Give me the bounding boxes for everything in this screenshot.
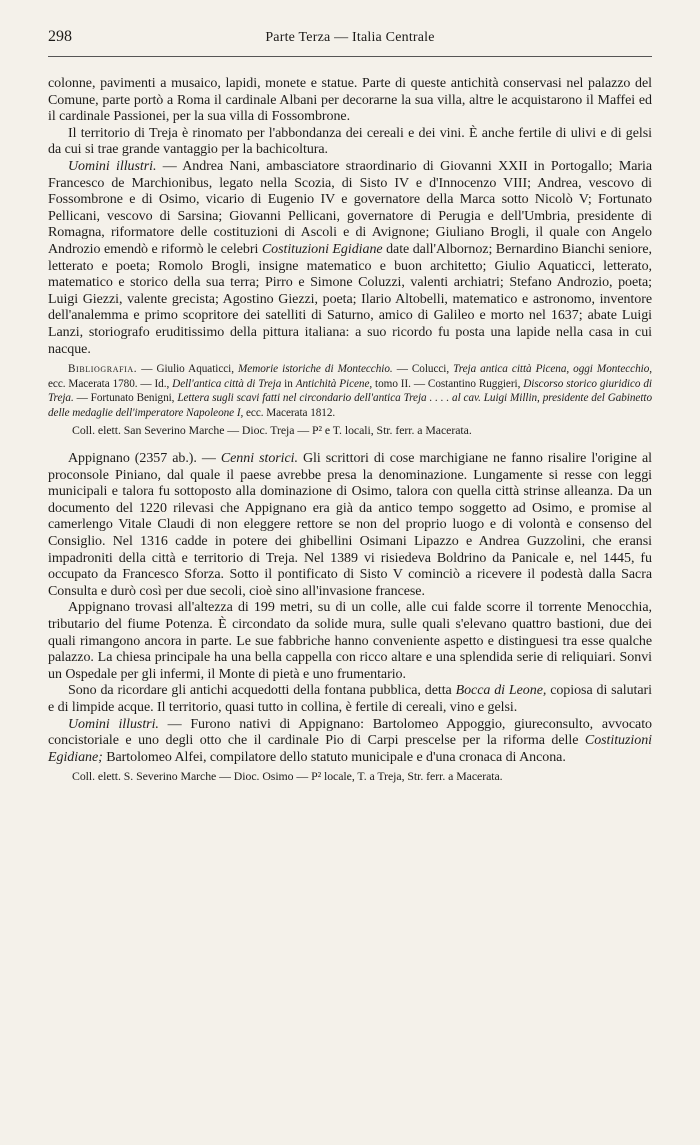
collegio-note-appignano: Coll. elett. S. Severino Marche — Dioc. Osimo — P² locale, T. a Treja, Str. ferr. a Macerata. [72,769,503,784]
paragraph-aqueducts: Sono da ricordare gli antichi acquedotti della fontana pubblica, detta Bocca di Leone, copiosa di salutari e di limpide acque. Il territorio, quasi tutto in collina, è fertile di cereali, vino e gelsi. [48,683,652,715]
paragraph-appignano-location: Appignano trovasi all'altezza di 199 metri, su di un colle, alle cui falde scorre il torrente Menocchia, tributario del fiume Potenza. È circondato da solide mura, sulle quali s'elevano quattro bastioni, due dei quali rimangono ancora in parte. Le sue fabbriche hanno conveniente aspetto e distinguesi tra esse qualche palazzo. La chiesa principale ha una bella cappella con ricco altare e una splendida serie di reliquiari. Sonvi un Ospedale per gli infermi, il Monte di pietà e uno frumentario. [48,600,652,682]
running-title: Parte Terza — Italia Centrale [265,30,435,45]
paragraph-antiquities: colonne, pavimenti a musaico, lapidi, monete e statue. Parte di queste antichità conservasi nel palazzo del Comune, parte portò a Roma il cardinale Albani per decorarne la sua villa, altre le acquistarono il Maffei ed il cardinale Passionei, per la sua villa di Fossombrone. [48,76,652,125]
paragraph-illustrious-treja: Uomini illustri. — Andrea Nani, ambasciatore straordinario di Giovanni XXII in Portogallo; Maria Francesco de Marchionibus, legato nella Scozia, di Sisto IV e d'Innocenzo VIII; Andrea, vescovo di Fossombrone e di Osimo, vicario di Eugenio IV e governatore della Marca sotto Nicolò V; Fortunato Pellicani, vescovo di Sarsina; Giovanni Pellicani, governatore di Perugia e dell'Umbria, presidente di Romagna, riformatore delle costituzioni di Ascoli e di Avignone; Giuliano Brogli, il quale con Angelo Androzio emendò e riformò le celebri Costituzioni Egidiane date dall'Albornoz; Bernardino Bianchi seniore, letterato e poeta; Romolo Brogli, insigne matematico e buon architetto; Giulio Aquaticci, letterato, matematico e storico della sua terra; Pirro e Simone Coluzzi, valenti archiatri; Stefano Androzio, poeta; Luigi Giezzi, valente grecista; Agostino Giezzi, poeta; Ilario Altobelli, matematico e astronomo, inventore dell'analemma e primo scopritore dei satelliti di Saturno, amico di Galileo e morto nel 1637; abate Luigi Lanzi, storiografo eruditissimo della pittura italiana: a suo ricordo fu posta una lapide nella casa in cui nacque. [48,158,653,357]
section-heading: Uomini illustri. [68,158,157,174]
collegio-note-treja: Coll. elett. San Severino Marche — Dioc. Treja — P² e T. locali, Str. ferr. a Macerata. [72,423,472,438]
paragraph-illustrious-appignano: Uomini illustri. — Furono nativi di Appignano: Bartolomeo Appoggio, giureconsulto, avvocato concistoriale e uno degli otto che il cardinale Pio di Carpi prescelse per la riforma delle Costituzioni Egidiane; Bartolomeo Alfei, compilatore dello statuto municipale e d'una cronaca di Ancona. [48,716,652,765]
entry-name: Appignano [68,451,130,467]
page-header [48,28,652,50]
paragraph-territory: Il territorio di Treja è rinomato per l'abbondanza dei cereali e dei vini. È anche fertile di ulivi e di gelsi da cui si trae grande vantaggio per la bachicoltura. [48,125,652,158]
page-number: 298 [48,28,72,45]
section-heading: Uomini illustri. [68,716,159,732]
page-body [48,76,652,783]
bibliography: Bibliografia. — Giulio Aquaticci, Memorie istoriche di Montecchio. — Colucci, Treja antica città Picena, oggi Montecchio, ecc. Macerata 1780. — Id., Dell'antica città di Treja in Antichità Picene, tomo II. — Costantino Ruggieri, Discorso storico giuridico di Treja. — Fortunato Benigni, Lettera sugli scavi fatti nel circondario dell'antica Treja . . . . al cav. Luigi Millin, presidente del Gabinetto delle medaglie dell'imperatore Napoleone I, ecc. Macerata 1812. [48,363,652,419]
header-rule [48,56,652,57]
paragraph-appignano-history: Appignano (2357 ab.). — Cenni storici. Gli scrittori di cose marchigiane ne fanno risalire l'origine al proconsole Piniano, dal quale il paese avrebbe presa la denominazione. Lungamente si resse con leggi municipali e talora fu sottoposto alla dominazione di Osimo, talora con quella città strinse alleanza. Da un documento del 1220 rilevasi che Appignano era già da antico tempo soggetto ad Osimo, e promise al camerlengo Vitale Claudi di non eleggere rettore se non del proprio luogo e di volontà e consenso del Consiglio. Nel 1316 cadde in potere dei ghibellini Osimani Lipazzo e Andrea Guzzolini, che eransi impadroniti della città e territorio di Treja. Nel 1389 vi risiedeva Boldrino da Panicale e, nel 1445, fu occupato da Francesco Sforza. Sotto il pontificato di Sisto V cominciò a ricevere il podestà dalla Sacra Consulta e durò così per due secoli, cioè sino all'invasione francese. [48,451,652,599]
bibliography-label: Bibliografia. [68,363,138,376]
